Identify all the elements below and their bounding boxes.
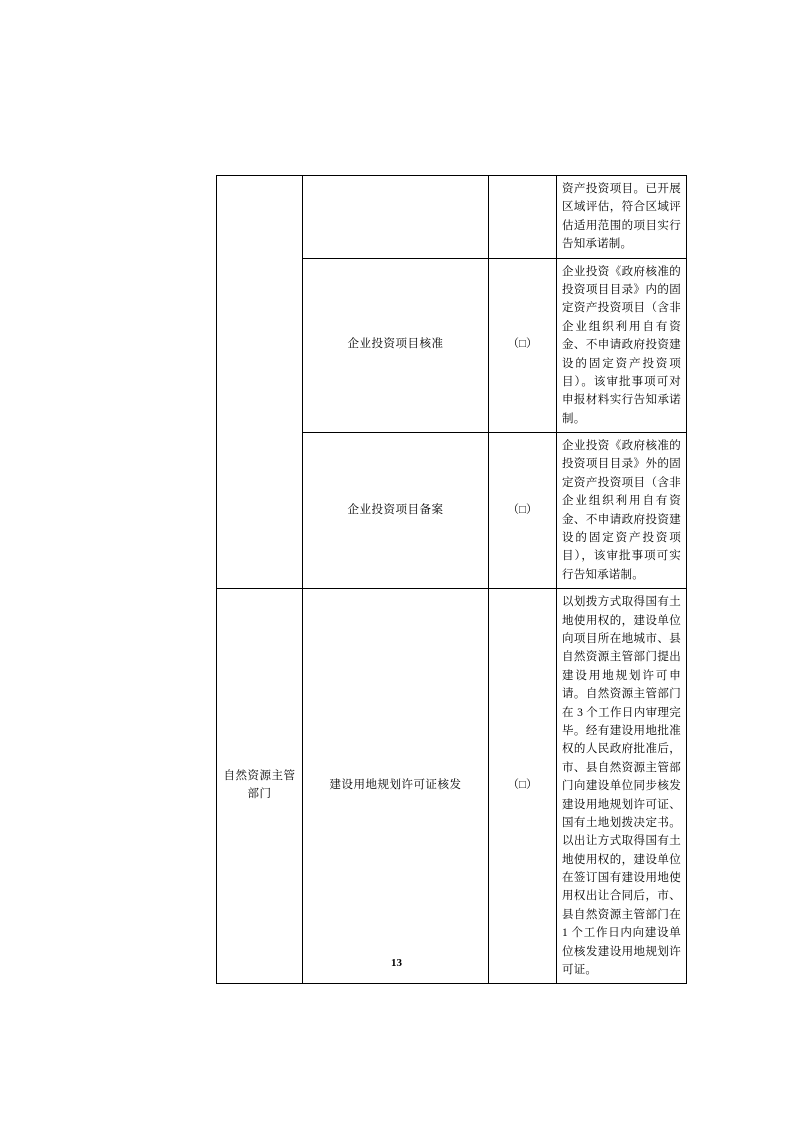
- cell-mark-checkbox[interactable]: （□）: [489, 258, 557, 433]
- cell-mark-empty: [489, 176, 557, 259]
- cell-mark-checkbox[interactable]: （□）: [489, 433, 557, 589]
- table-row: [217, 176, 687, 259]
- cell-item-empty: [303, 176, 489, 259]
- cell-description: 企业投资《政府核准的投资项目目录》外的固定资产投资项目（含非企业组织利用自有资金、不申请政府投资建设的固定资产投资项目），该审批事项可实行告知承诺制。: [557, 433, 687, 589]
- cell-item: 企业投资项目核准: [303, 258, 489, 433]
- page-number: 13: [391, 957, 402, 969]
- cell-department-empty: [217, 176, 303, 589]
- cell-department: 自然资源主管部门: [217, 589, 303, 984]
- cell-mark-checkbox[interactable]: （□）: [489, 589, 557, 984]
- cell-description: 以划拨方式取得国有土地使用权的，建设单位向项目所在地城市、县自然资源主管部门提出建设用地规划许可申请。自然资源主管部门在 3 个工作日内审理完毕。经有建设用地批准权的人民政府批准后，市、县自然资源主管部门向建设单位同步核发建设用地规划许可证、国有土地划拨决定书。以出让方式取得国有土地使用权的，建设单位在签订国有建设用地使用权出让合同后，市、县自然资源主管部门在 1 个工作日内向建设单位核发建设用地规划许可证。: [557, 589, 687, 984]
- cell-item: 建设用地规划许可证核发: [303, 589, 489, 984]
- cell-description: 企业投资《政府核准的投资项目目录》内的固定资产投资项目（含非企业组织利用自有资金、不申请政府投资建设的固定资产投资项目）。该审批事项可对申报材料实行告知承诺制。: [557, 258, 687, 433]
- cell-description: 资产投资项目。已开展区域评估，符合区域评估适用范围的项目实行告知承诺制。: [557, 176, 687, 259]
- table-row: [217, 589, 687, 984]
- cell-item: 企业投资项目备案: [303, 433, 489, 589]
- approval-items-table: [216, 175, 687, 984]
